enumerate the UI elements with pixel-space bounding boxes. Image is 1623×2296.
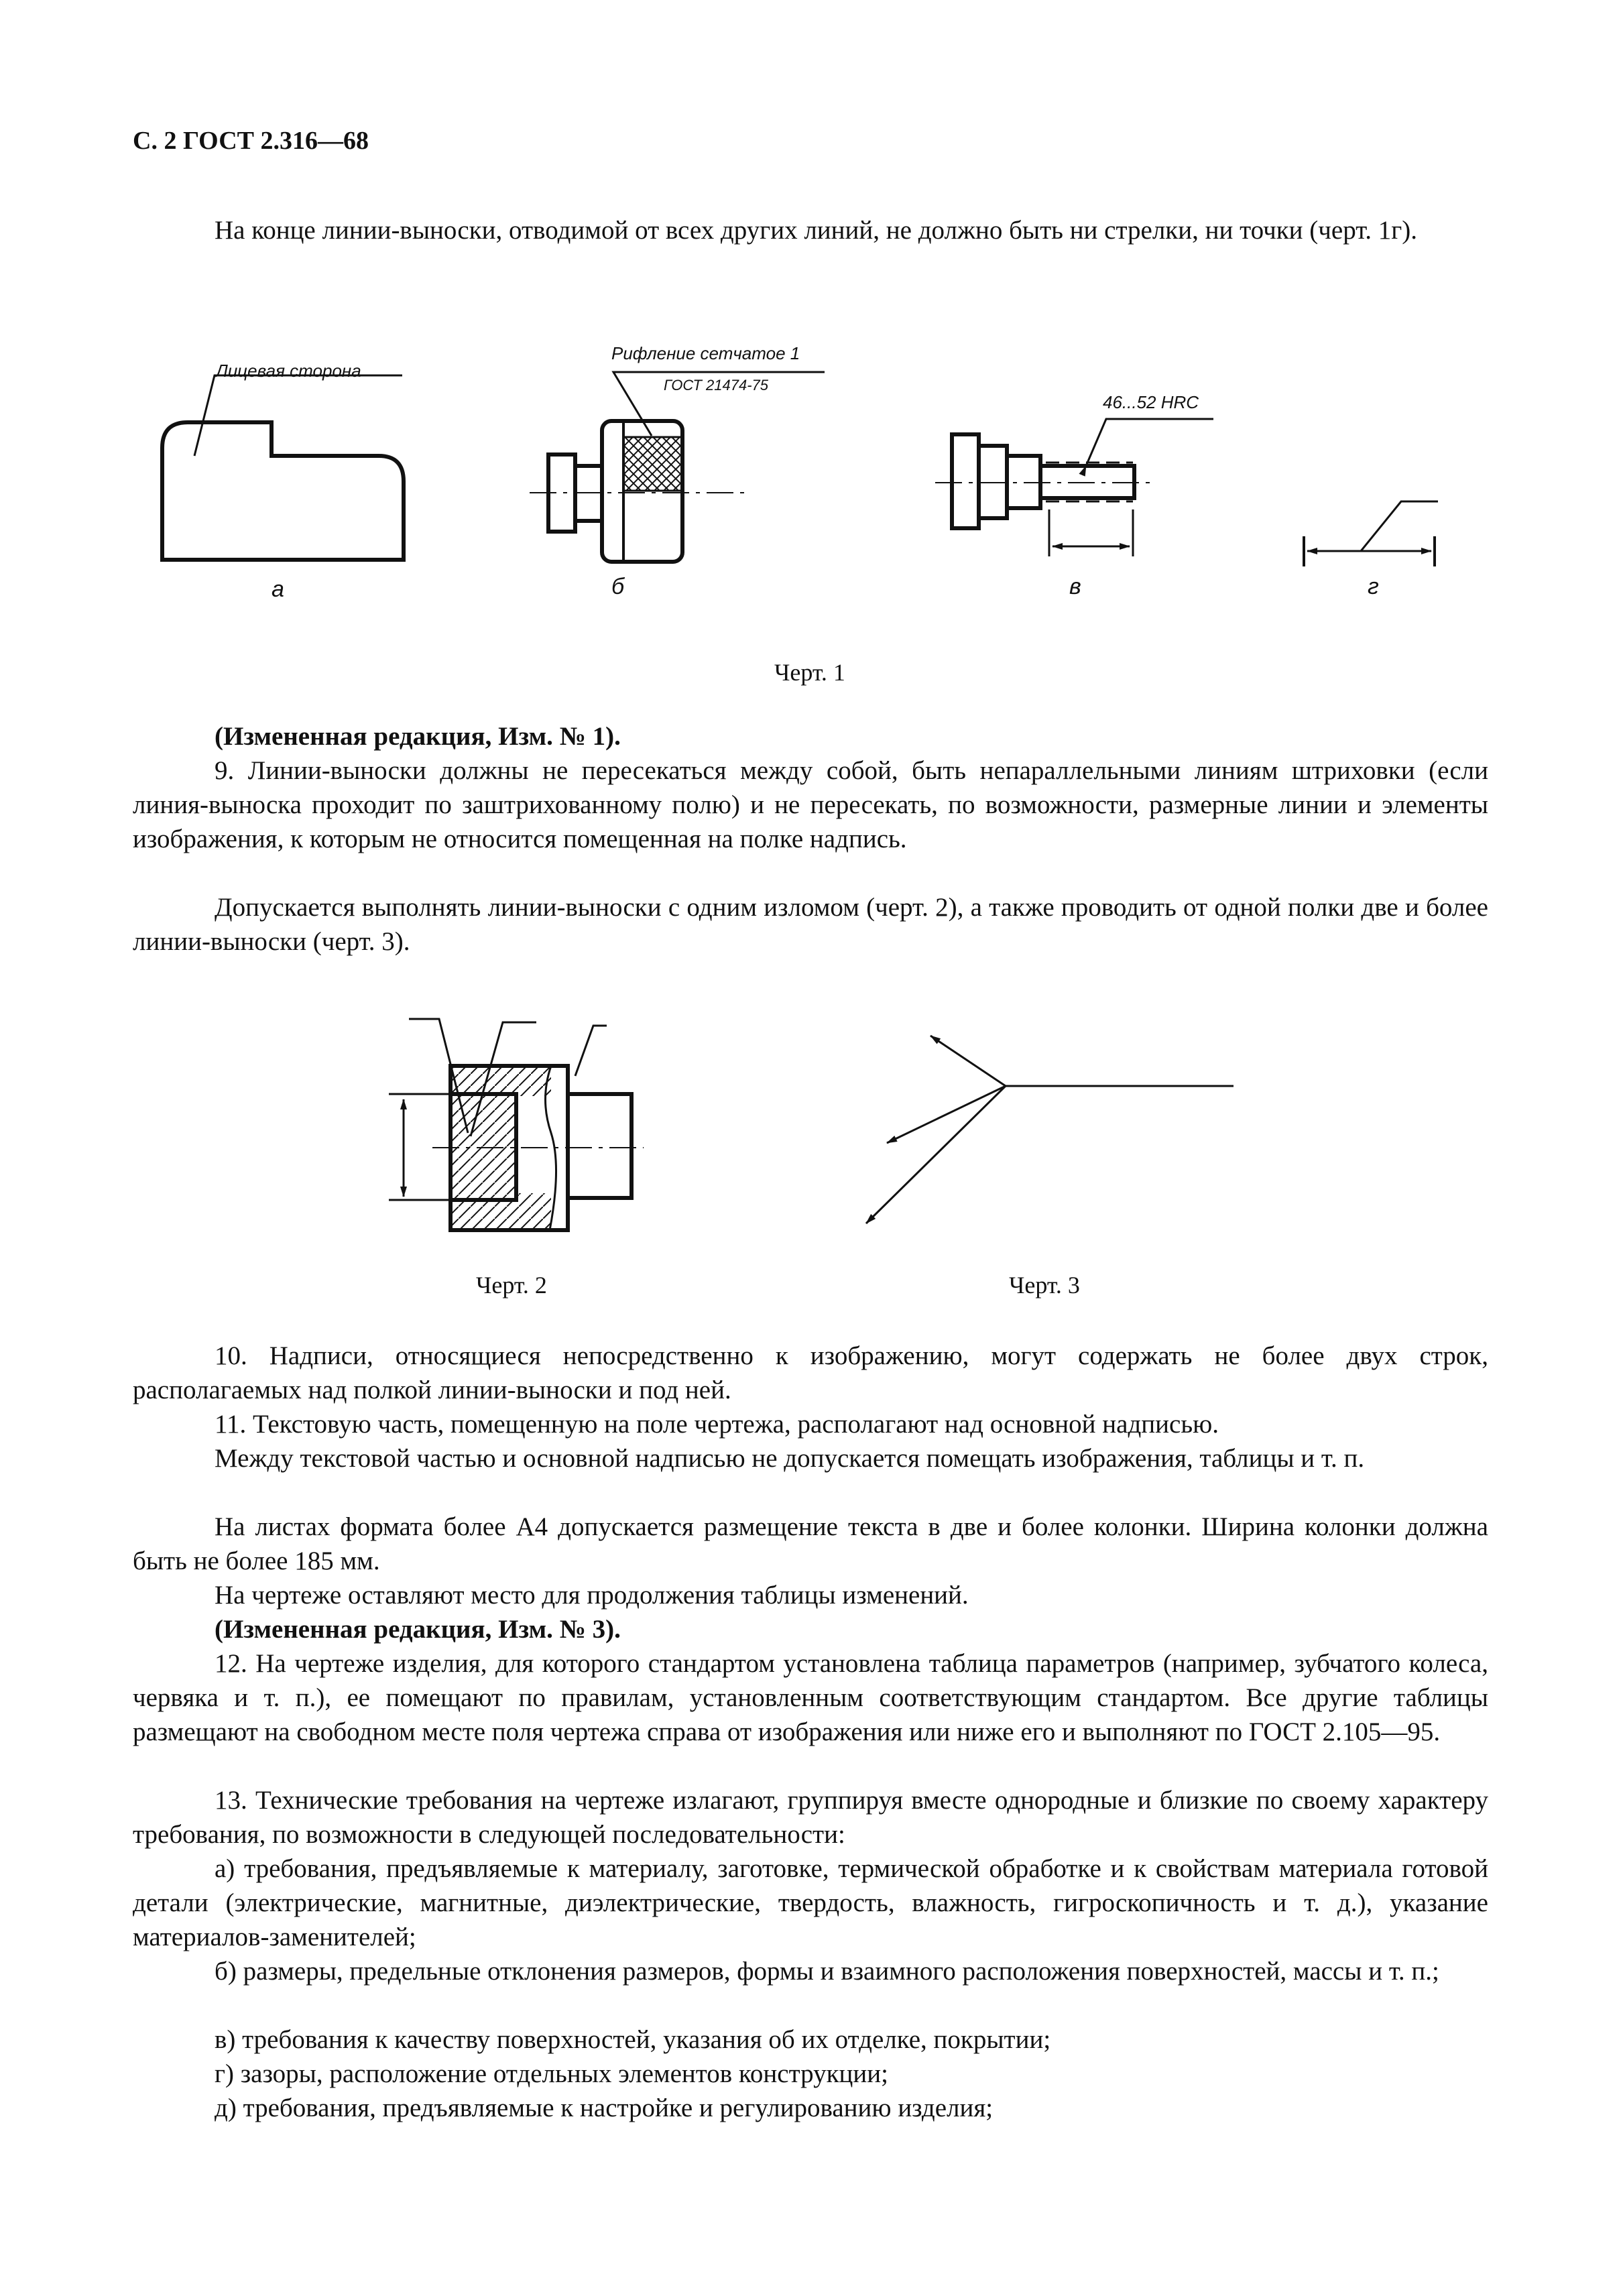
paragraph-10: 10. Надписи, относящиеся непосредственно к изображению, могут содержать не более двух строк, располагаемых над полкой линии-выноски и под ней. [133, 1341, 1488, 1404]
paragraph-11-tables: Между текстовой частью и основной надписью не допускается помещать изображения, таблицы и т. п. [215, 1444, 1365, 1473]
figure-1v-label: в [1069, 574, 1081, 599]
paragraph-13d: д) требования, предъявляемые к настройке и регулированию изделия; [215, 2094, 994, 2122]
figure-1a-label: а [272, 577, 284, 602]
edit-note-1: (Измененная редакция, Изм. № 1). [215, 722, 621, 751]
paragraph-13v: в) требования к качеству поверхностей, указания об их отделке, покрытии; [215, 2025, 1051, 2054]
figure-1g-label: г [1368, 574, 1379, 599]
paragraph-9: 9. Линии-выноски должны не пересекаться между собой, быть непараллельными линиям штриховки (если линия-выноска проходит по заштрихованному полю) и не пересекать, по возможности, размерные линии и элементы изображения, к которым не относится помещенная на полке надпись. [133, 756, 1488, 853]
figure-1b-drawing [530, 372, 825, 562]
figure-3-caption: Черт. 3 [1009, 1272, 1080, 1298]
figure-2-drawing [389, 1019, 644, 1230]
note-front-side: Лицевая сторона [216, 361, 361, 381]
figure-1a-drawing [162, 375, 404, 560]
figure-3-drawing [866, 1036, 1234, 1223]
figure-1-caption: Черт. 1 [774, 659, 845, 686]
intro-paragraph: На конце линии-выноски, отводимой от всех других линий, не должно быть ни стрелки, ни точки (черт. 1г). [215, 216, 1418, 245]
paragraph-13b: б) размеры, предельные отклонения размеров, формы и взаимного расположения поверхностей, массы и т. п.; [215, 1957, 1439, 1986]
paragraph-13: 13. Технические требования на чертеже излагают, группируя вместе однородные и близкие по своему характеру требования, по возможности в следующей последовательности: [133, 1786, 1488, 1849]
paragraph-9-continued: Допускается выполнять линии-выноски с одним изломом (черт. 2), а также проводить от одной полки две и более линии-выноски (черт. 3). [133, 893, 1488, 956]
figure-1b-label: б [611, 574, 625, 599]
page-header: С. 2 ГОСТ 2.316—68 [133, 127, 369, 155]
paragraph-11-changes: На чертеже оставляют место для продолжения таблицы изменений. [215, 1581, 969, 1610]
figure-1v-drawing [935, 419, 1213, 556]
paragraph-11: 11. Текстовую часть, помещенную на поле чертежа, располагают над основной надписью. [215, 1410, 1219, 1439]
edit-note-3: (Измененная редакция, Изм. № 3). [215, 1615, 621, 1644]
paragraph-11-columns: На листах формата более А4 допускается размещение текста в две и более колонки. Ширина колонки должна быть не более 185 мм. [133, 1512, 1488, 1575]
figure-1g-drawing [1304, 501, 1438, 566]
paragraph-13a: а) требования, предъявляемые к материалу, заготовке, термической обработке и к свойствам материала готовой детали (электрические, магнитные, диэлектрические, твердость, влажность, гигроскопичность и т. д.), указание материалов-заменителей; [133, 1854, 1488, 1951]
paragraph-12: 12. На чертеже изделия, для которого стандартом установлена таблица параметров (например, зубчатого колеса, червяка и т. п.), ее помещают по правилам, установленным соответствующим стандартом. Все другие таблицы размещают на свободном месте поля чертежа справа от изображения или ниже его и выполняют по ГОСТ 2.105—95. [133, 1649, 1488, 1746]
paragraph-13g: г) зазоры, расположение отдельных элементов конструкции; [215, 2059, 888, 2088]
note-knurling-standard: ГОСТ 21474-75 [664, 377, 769, 394]
note-knurling: Рифление сетчатое 1 [611, 343, 800, 363]
figure-2-caption: Черт. 2 [476, 1272, 547, 1298]
note-hardness: 46...52 HRC [1103, 392, 1199, 412]
